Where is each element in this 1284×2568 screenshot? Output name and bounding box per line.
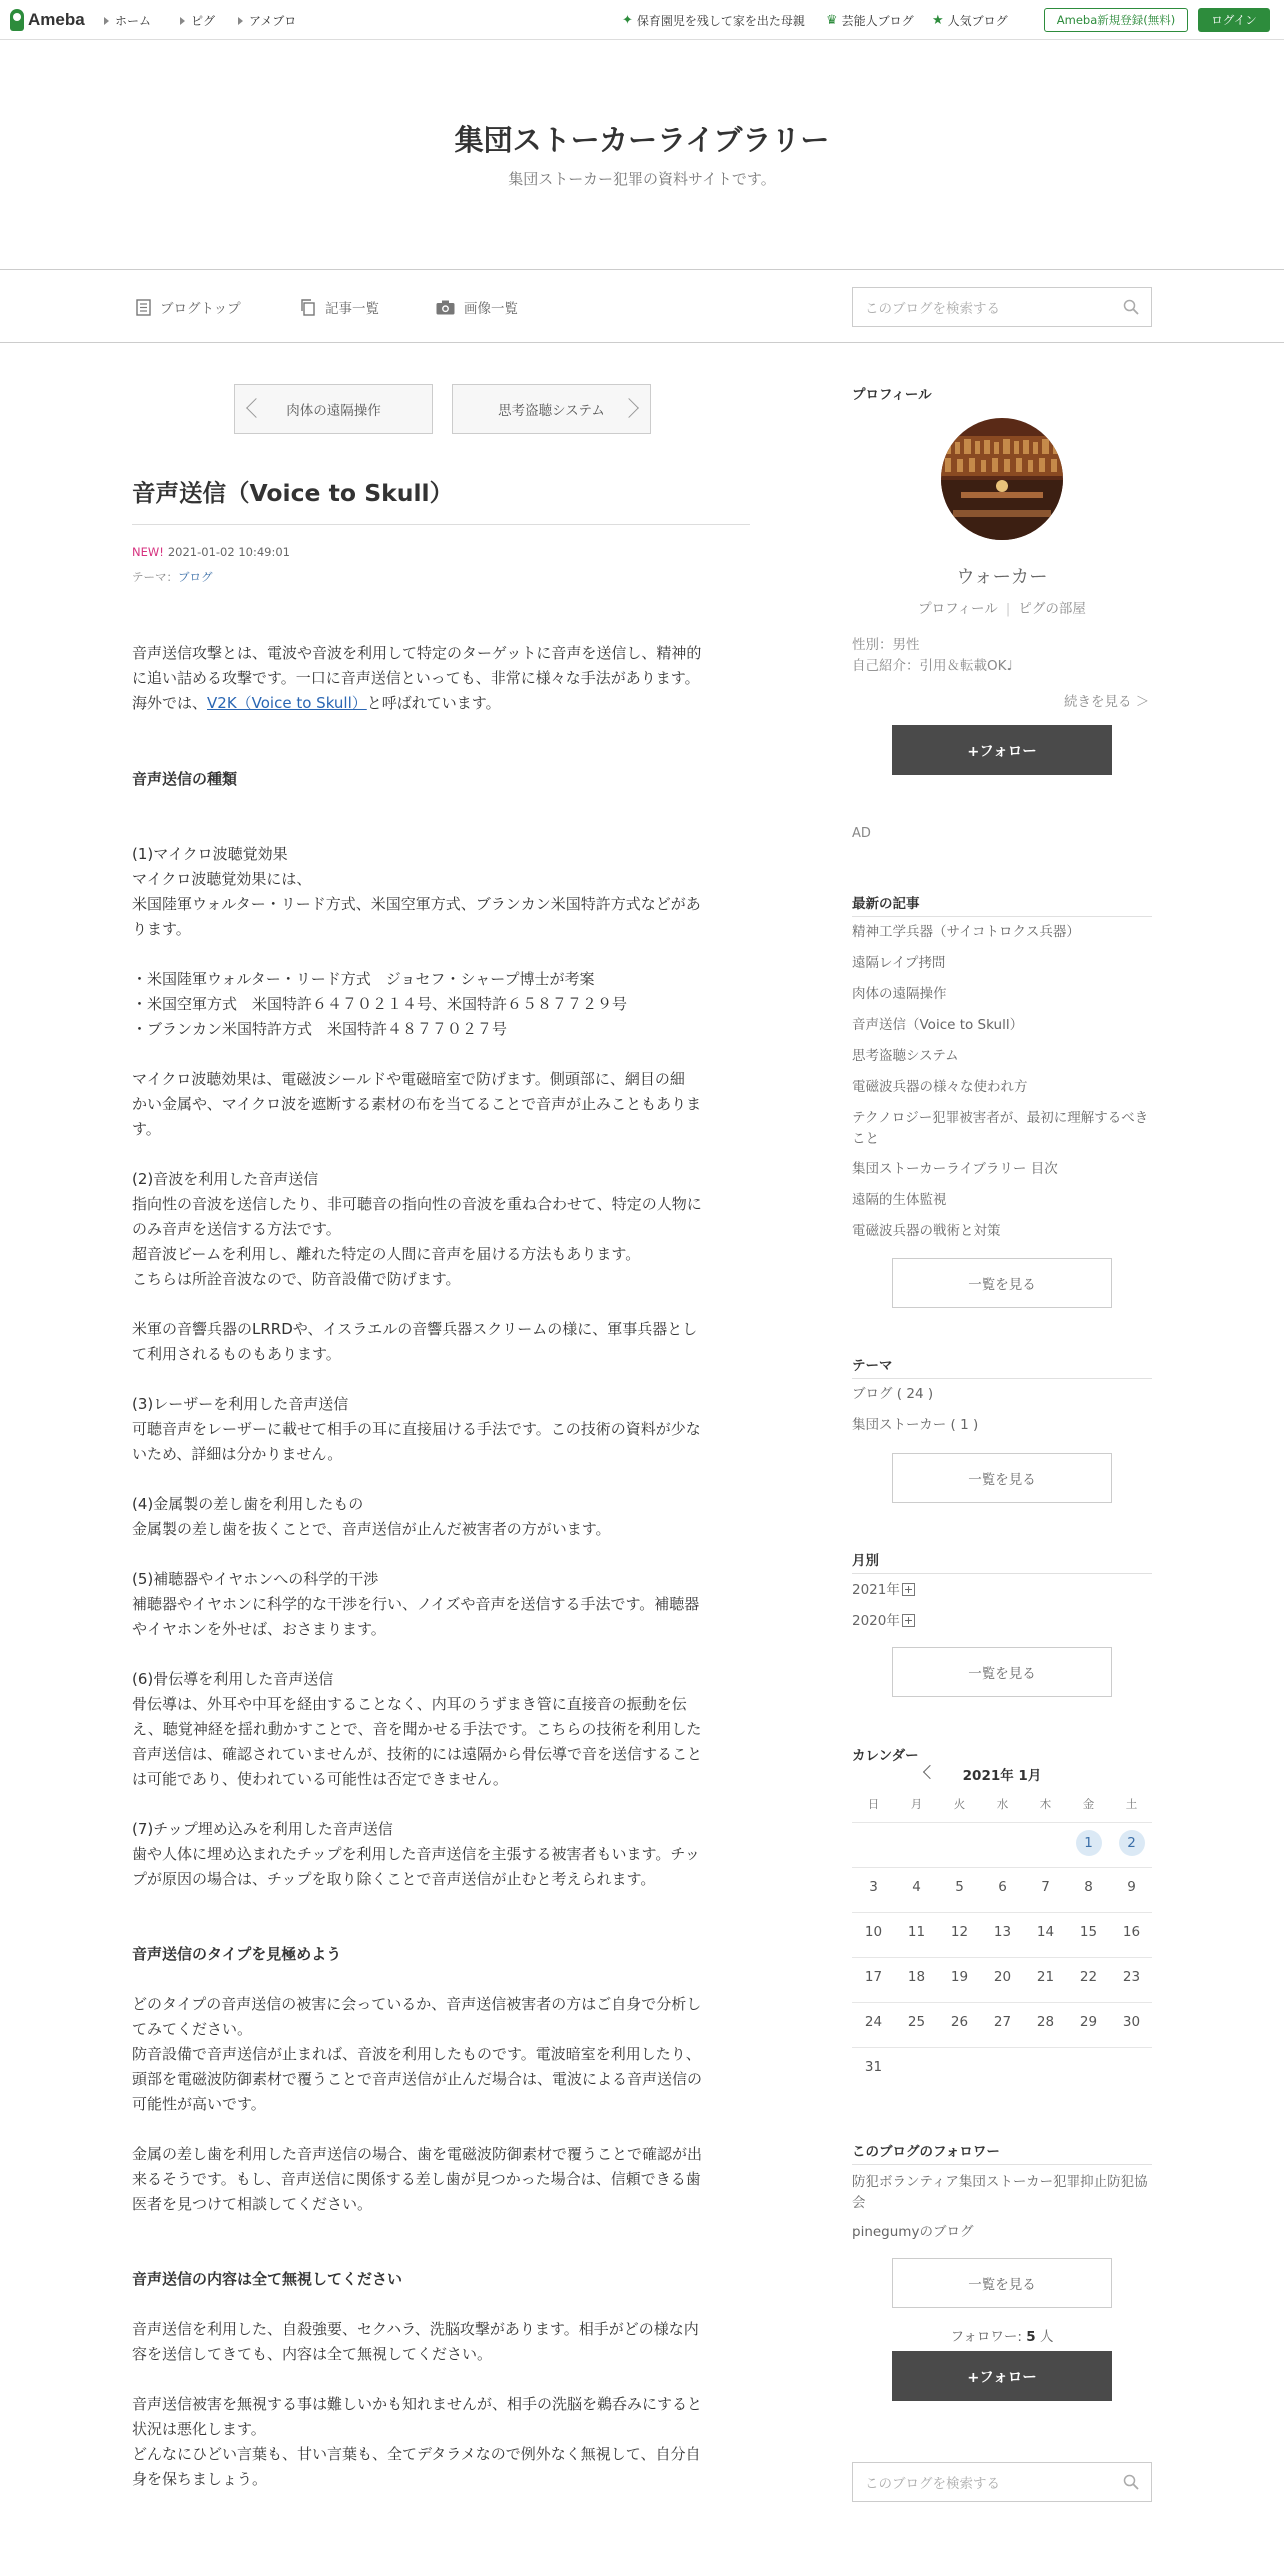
monthly-heading: 月別	[852, 1553, 879, 1569]
profile-gender: 性別：男性	[852, 637, 920, 653]
post-title[interactable]: 音声送信（Voice to Skull）	[132, 479, 454, 507]
recent-see-all-button[interactable]: 一覧を見る	[892, 1258, 1112, 1308]
calendar-weekday: 木	[1039, 1797, 1052, 1811]
sparkle-icon: ✦	[622, 13, 633, 28]
profile-link[interactable]: プロフィール	[918, 601, 998, 617]
ad-label: AD	[852, 826, 871, 841]
hot-topic-link[interactable]: ✦ 保育園児を残して家を出た母親	[622, 13, 805, 28]
read-more-link[interactable]: 続きを見る ＞	[1064, 694, 1150, 710]
calendar-row-divider	[852, 2047, 1152, 2048]
popular-blog-link[interactable]: ★ 人気ブログ	[932, 13, 1008, 28]
section-microwave: (1)マイクロ波聴覚効果 マイクロ波聴覚効果には、 米国陸軍ウォルター・リード方式、米国空軍方式、ブランカン米国特許方式などがあ ります。	[132, 845, 701, 938]
follow-button-bottom[interactable]: +フォロー	[892, 2351, 1112, 2401]
new-badge: NEW!	[132, 545, 164, 559]
calendar-row-divider	[852, 1912, 1152, 1913]
followers-heading: このブログのフォロワー	[852, 2144, 1000, 2160]
chevron-right-icon	[619, 398, 639, 418]
calendar-day: 25	[907, 2014, 926, 2030]
divider	[852, 2164, 1152, 2165]
crown-icon: ♛	[826, 13, 838, 28]
calendar-day: 5	[955, 1879, 964, 1895]
heading-analyze: 音声送信のタイプを見極めよう	[132, 1945, 342, 1963]
copy-icon	[300, 299, 316, 316]
microwave-list: ・米国陸軍ウォルター・リード方式 ジョセフ・シャープ博士が考案 ・米国空軍方式 米国特許６４７０２１４号、米国特許６５８７７２９号 ・ブランカン米国特許方式 米国特許４８７７０２７号	[132, 970, 628, 1038]
calendar-day: 16	[1122, 1924, 1141, 1940]
search-icon[interactable]	[1123, 2474, 1139, 2490]
calendar-row-divider	[852, 1822, 1152, 1823]
month-item[interactable]: 2020年	[852, 1611, 1152, 1632]
analyze-para-2: 金属の差し歯を利用した音声送信の場合、歯を電磁波防御素材で覆うことで確認が出 来るそうです。もし、音声送信に関係する差し歯が見つかった場合は、信頼できる歯 医者を見つけて相談してください。	[132, 2145, 703, 2213]
star-icon: ★	[932, 13, 944, 28]
theme-heading: テーマ	[852, 1358, 893, 1374]
soundwave-military: 米軍の音響兵器のLRRDや、イスラエルの音響兵器スクリームの様に、軍事兵器とし て利用されるものもあります。	[132, 1320, 698, 1363]
microwave-defense: マイクロ波聴効果は、電磁波シールドや電磁暗室で防げます。側頭部に、網目の細 かい金属や、マイクロ波を遮断する素材の布を当てることで音声が止みこともありま す。	[132, 1070, 702, 1138]
profile-name[interactable]: ウォーカー	[956, 567, 1048, 588]
triangle-right-icon	[180, 17, 185, 25]
calendar-day: 7	[1041, 1879, 1050, 1895]
calendar-day: 14	[1036, 1924, 1055, 1940]
calendar-day-link[interactable]: 2	[1119, 1830, 1145, 1856]
calendar-day: 17	[864, 1969, 883, 1985]
ignore-para-1: 音声送信を利用した、自殺強要、セクハラ、洗脳攻撃があります。相手がどの様な内 容を送信してきても、内容は全て無視してください。	[132, 2320, 699, 2363]
calendar-row-divider	[852, 1957, 1152, 1958]
month-item[interactable]: 2021年	[852, 1580, 1152, 1601]
calendar-day-link[interactable]: 1	[1076, 1830, 1102, 1856]
follower-item[interactable]: pinegumyのブログ	[852, 2224, 974, 2240]
celebrity-blog-link[interactable]: ♛ 芸能人ブログ	[826, 13, 914, 28]
separator: |	[1005, 601, 1011, 617]
monthly-see-all-button[interactable]: 一覧を見る	[892, 1647, 1112, 1697]
calendar-weekday: 日	[867, 1797, 880, 1811]
recent-item[interactable]: 電磁波兵器の様々な使われ方	[852, 1079, 1028, 1095]
calendar-day: 26	[950, 2014, 969, 2030]
recent-item[interactable]: 音声送信（Voice to Skull）	[852, 1017, 1024, 1033]
calendar-day: 24	[864, 2014, 883, 2030]
post-theme-link[interactable]: ブログ	[178, 570, 213, 584]
nav-blog-top[interactable]: ブログトップ	[136, 297, 241, 317]
calendar-weekday: 火	[953, 1797, 966, 1811]
calendar-day: 23	[1122, 1969, 1141, 1985]
calendar-day: 8	[1084, 1879, 1093, 1895]
calendar-day: 12	[950, 1924, 969, 1940]
theme-see-all-button[interactable]: 一覧を見る	[892, 1453, 1112, 1503]
calendar-day: 3	[869, 1879, 878, 1895]
nav-article-list[interactable]: 記事一覧	[300, 297, 379, 317]
followers-see-all-button[interactable]: 一覧を見る	[892, 2258, 1112, 2308]
title-divider	[132, 524, 750, 525]
prev-article-button[interactable]: 肉体の遠隔操作	[234, 384, 433, 434]
camera-icon	[436, 300, 455, 315]
profile-intro: 自己紹介：引用＆転載OK♩	[852, 658, 1013, 674]
calendar-weekday: 月	[910, 1797, 923, 1811]
calendar-day: 19	[950, 1969, 969, 1985]
follower-count: フォロワー: 5 人	[950, 2329, 1054, 2345]
calendar-day: 15	[1079, 1924, 1098, 1940]
section-bone-conduction: (6)骨伝導を利用した音声送信 骨伝導は、外耳や中耳を経由することなく、内耳のうずまき管に直接音の振動を伝 え、聴覚神経を揺れ動かすことで、音を聞かせる手法です。こちらの技術を利用した 音声送信は、確認されていませんが、技術的には遠隔から骨伝導で音を送信すること は可能であり、使われている可能性は否定できません。	[132, 1670, 703, 1788]
blog-title[interactable]: 集団ストーカーライブラリー	[454, 123, 830, 157]
calendar-day: 9	[1127, 1879, 1136, 1895]
calendar-day: 4	[912, 1879, 921, 1895]
recent-item[interactable]: 電磁波兵器の戦術と対策	[852, 1223, 1001, 1239]
calendar-day: 20	[993, 1969, 1012, 1985]
post-date: 2021-01-02 10:49:01	[167, 545, 290, 559]
follower-item[interactable]: 防犯ボランティア集団ストーカー犯罪抑止防犯協会	[852, 2174, 1148, 2211]
calendar-day[interactable]	[1067, 1830, 1110, 1856]
recent-item[interactable]: 遠隔レイプ拷問	[852, 955, 946, 971]
calendar-weekday: 水	[996, 1797, 1009, 1811]
calendar-day: 22	[1079, 1969, 1098, 1985]
next-article-button[interactable]: 思考盗聴システム	[452, 384, 651, 434]
calendar-day: 10	[864, 1924, 883, 1940]
calendar-day: 13	[993, 1924, 1012, 1940]
post-theme: テーマ：ブログ	[132, 570, 213, 584]
register-button[interactable]: Ameba新規登録(無料)	[1044, 8, 1188, 32]
calendar-day: 28	[1036, 2014, 1055, 2030]
calendar-day: 18	[907, 1969, 926, 1985]
section-soundwave: (2)音波を利用した音声送信 指向性の音波を送信したり、非可聴音の指向性の音波を重ね合わせて、特定の人物に のみ音声を送信する方法です。 超音波ビームを利用し、離れた特定の人間に音声を届ける方法もあります。 こちらは所詮音波なので、防音設備で防げます。	[132, 1170, 702, 1288]
login-button[interactable]: ログイン	[1198, 8, 1270, 32]
sidebar-search-input[interactable]: このブログを検索する	[852, 2462, 1152, 2502]
heading-ignore: 音声送信の内容は全て無視してください	[132, 2270, 403, 2288]
document-icon	[136, 299, 151, 316]
ignore-para-2: 音声送信被害を無視する事は難しいかも知れませんが、相手の洗脳を鵜呑みにすると 状況は悪化します。 どんなにひどい言葉も、甘い言葉も、全てデタラメなので例外なく無視して、自分自 身を保ちましょう。	[132, 2395, 703, 2488]
section-laser: (3)レーザーを利用した音声送信 可聴音声をレーザーに載せて相手の耳に直接届ける手法です。この技術の資料が少な いため、詳細は分かりません。	[132, 1395, 701, 1463]
recent-item[interactable]: 肉体の遠隔操作	[852, 986, 947, 1002]
calendar-weekday: 土	[1125, 1797, 1138, 1811]
follow-button[interactable]: +フォロー	[892, 725, 1112, 775]
crumb-home[interactable]: ホーム	[104, 12, 151, 29]
calendar-day: 21	[1036, 1969, 1055, 1985]
theme-item[interactable]: ブログ ( 24 )	[852, 1386, 934, 1402]
recent-item[interactable]: テクノロジー犯罪被害者が、最初に理解するべきこと	[852, 1110, 1149, 1147]
calendar-day: 30	[1122, 2014, 1141, 2030]
section-metal-teeth: (4)金属製の差し歯を利用したもの 金属製の差し歯を抜くことで、音声送信が止んだ被害者の方がいます。	[132, 1495, 611, 1538]
calendar-day: 31	[864, 2059, 883, 2075]
calendar-day: 29	[1079, 2014, 1098, 2030]
recent-item[interactable]: 精神工学兵器（サイコトロクス兵器）	[852, 924, 1080, 940]
section-chip: (7)チップ埋め込みを利用した音声送信 歯や人体に埋め込まれたチップを利用した音声送信を主張する被害者もいます。チッ プが原因の場合は、チップを取り除くことで音声送信が止むと考えられます。	[132, 1820, 700, 1888]
recent-item[interactable]: 遠隔的生体監視	[852, 1192, 947, 1208]
ameba-logo-icon	[10, 9, 24, 31]
analyze-para-1: どのタイプの音声送信の被害に会っているか、音声送信被害者の方はご自身で分析し てみてください。 防音設備で音声送信が止まれば、音波を利用したものです。電波暗室を利用したり、 頭部を電磁波防御素材で覆うことで音声送信が止んだ場合は、電波による音声送信の 可能性が高いです。	[132, 1995, 703, 2113]
theme-item[interactable]: 集団ストーカー ( 1 )	[852, 1417, 979, 1433]
pig-room-link[interactable]: ピグの部屋	[1018, 601, 1086, 617]
calendar-weekday: 金	[1082, 1797, 1095, 1811]
blog-description: 集団ストーカー犯罪の資料サイトです。	[508, 170, 776, 188]
chevron-left-icon	[246, 398, 266, 418]
calendar-row-divider	[852, 2002, 1152, 2003]
blog-search-input[interactable]: このブログを検索する	[852, 287, 1152, 327]
recent-item[interactable]: 集団ストーカーライブラリー 目次	[852, 1161, 1058, 1177]
v2k-link[interactable]: V2K（Voice to Skull）	[207, 694, 367, 712]
heading-types: 音声送信の種類	[132, 770, 238, 788]
triangle-right-icon	[238, 17, 243, 25]
recent-item[interactable]: 思考盗聴システム	[852, 1048, 959, 1064]
post-intro: 音声送信攻撃とは、電波や音波を利用して特定のターゲットに音声を送信し、精神的 に追い詰める攻撃です。一口に音声送信といっても、非常に様々な手法があります。 海外では、V2K（Voice to Skull）と呼ばれています。	[132, 644, 702, 712]
calendar-day: 6	[998, 1879, 1007, 1895]
calendar-month: 2021年 1月	[962, 1768, 1042, 1784]
crumb-ameblo[interactable]: アメブロ	[238, 12, 296, 29]
post-meta	[132, 545, 290, 559]
calendar-heading: カレンダー	[852, 1748, 919, 1764]
calendar-day[interactable]	[1110, 1830, 1153, 1856]
recent-heading: 最新の記事	[852, 896, 920, 912]
calendar-day: 27	[993, 2014, 1012, 2030]
section-hearing-aid: (5)補聴器やイヤホンへの科学的干渉 補聴器やイヤホンに科学的な干渉を行い、ノイズや音声を送信する手法です。補聴器 やイヤホンを外せば、おさまります。	[132, 1570, 700, 1638]
triangle-right-icon	[104, 17, 109, 25]
crumb-pigg[interactable]: ピグ	[180, 12, 215, 29]
nav-image-list[interactable]: 画像一覧	[436, 297, 518, 317]
ameba-logo[interactable]: Ameba	[10, 7, 85, 33]
calendar-day: 11	[907, 1924, 926, 1940]
profile-heading: プロフィール	[852, 387, 932, 403]
calendar-row-divider	[852, 1867, 1152, 1868]
